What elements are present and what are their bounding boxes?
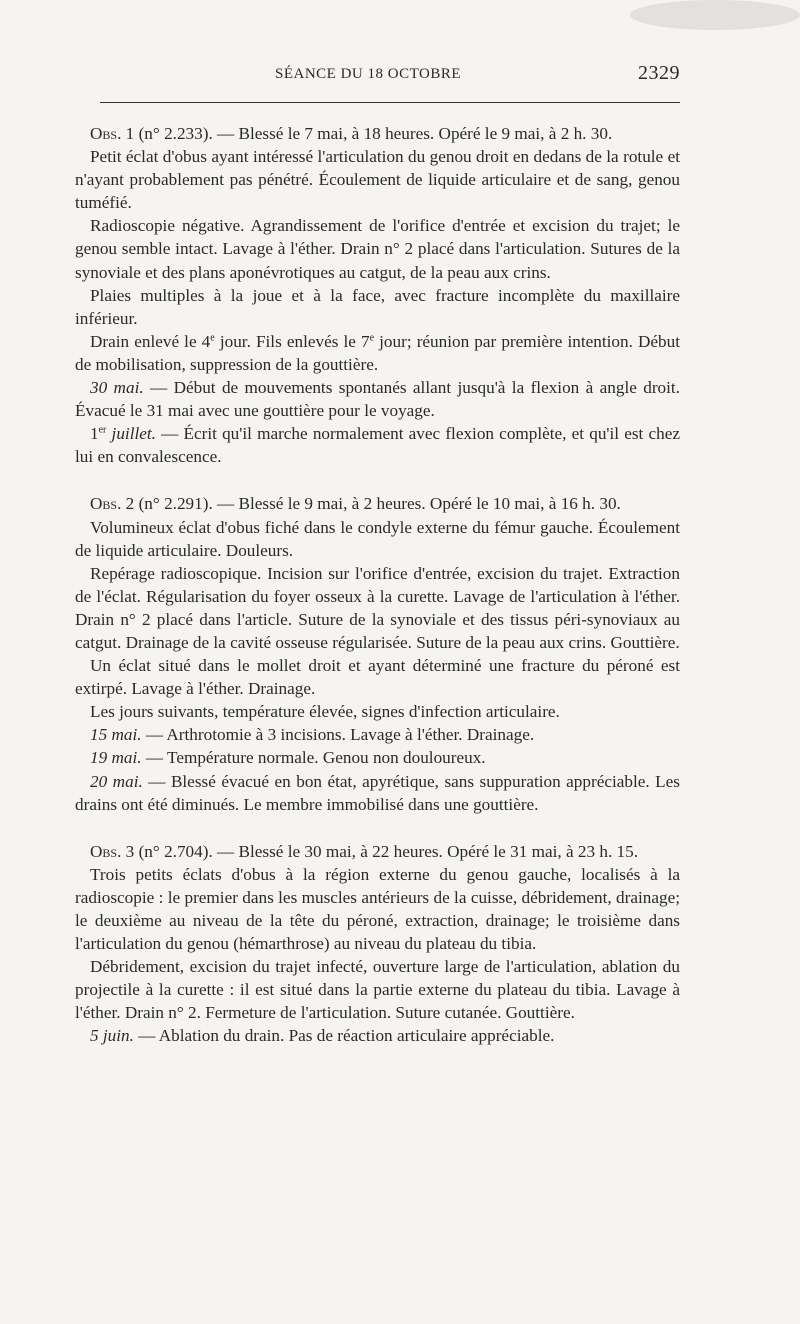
paragraph: Les jours suivants, température élevée, signes d'infection articulaire. xyxy=(90,702,560,722)
paragraph xyxy=(75,723,680,746)
paragraph xyxy=(75,330,680,376)
text-run: jour; réunion par première intention. Début de mobilisation, suppression de la gouttière. xyxy=(75,331,681,374)
paragraph: Trois petits éclats d'obus à la région externe du genou gauche, localisés à la radioscopie : le premier dans les muscles antérieurs de la cuisse, débridement, drainage; le deuxième au niveau de la tête du péroné, extraction, drainage; le troisième dans l'articulation du genou (hémarthrose) au niveau du plateau du tibia. xyxy=(75,864,680,954)
text-run: — Température normale. Genou non douloureux. xyxy=(141,748,486,768)
paragraph: Repérage radioscopique. Incision sur l'orifice d'entrée, excision du trajet. Extraction de l'éclat. Régularisation du foyer osseux à la curette. Lavage de l'articulation à l'éther. Drain n° 2 placé dans l'article. Suture de la synoviale et des tissus péri-synoviaux au catgut. Drainage de la cavité osseuse régularisée. Suture de la peau aux crins. Gouttière. xyxy=(75,563,680,652)
header-rule xyxy=(100,102,680,103)
paper-stain xyxy=(630,0,800,30)
superscript: e xyxy=(369,332,375,344)
text-run: — Début de mouvements spontanés allant jusqu'à la flexion à angle droit. Évacué le 31 mai avec une gouttière pour le voyage. xyxy=(75,378,681,421)
paragraph xyxy=(75,770,680,816)
observation-heading xyxy=(75,840,680,863)
date-label: 30 mai. xyxy=(90,378,144,398)
text-run: — Blessé évacué en bon état, apyrétique, sans suppuration appréciable. Les drains ont été diminués. Le membre immobilisé dans une gouttière. xyxy=(75,771,680,814)
page-header xyxy=(75,62,680,96)
paragraph xyxy=(75,422,680,468)
date-label: 5 juin. xyxy=(90,1026,134,1046)
paragraph xyxy=(75,746,680,769)
text-run: — Arthrotomie à 3 incisions. Lavage à l'éther. Drainage. xyxy=(141,725,535,745)
observation-label: Obs. 2 xyxy=(90,494,135,514)
paragraph: Petit éclat d'obus ayant intéressé l'articulation du genou droit en dedans de la rotule et n'ayant probablement pas pénétré. Écoulement de liquide articulaire et de sang, genou tuméfié. xyxy=(75,147,680,213)
superscript: e xyxy=(210,332,215,344)
observation-heading-text: (n° 2.704). — Blessé le 30 mai, à 22 heures. Opéré le 31 mai, à 23 h. 15. xyxy=(134,841,639,861)
paragraph xyxy=(75,376,680,422)
observation-heading xyxy=(75,122,680,145)
paragraph: Radioscopie négative. Agrandissement de l'orifice d'entrée et excision du trajet; le genou semble intact. Lavage à l'éther. Drain n° 2 placé dans l'articulation. Sutures de la synoviale et des plans aponévrotiques au catgut, de la peau aux crins. xyxy=(75,216,680,282)
text-run: Drain enlevé le 4 xyxy=(90,331,211,351)
page-body xyxy=(75,122,680,1048)
page xyxy=(75,62,681,1046)
paragraph: Un éclat situé dans le mollet droit et ayant déterminé une fracture du péroné est extirpé. Lavage à l'éther. Drainage. xyxy=(75,656,680,699)
observation-heading-text: (n° 2.291). — Blessé le 9 mai, à 2 heures. Opéré le 10 mai, à 16 h. 30. xyxy=(134,494,621,514)
text-run: — Écrit qu'il marche normalement avec flexion complète, et qu'il est chez lui en convalescence. xyxy=(75,424,680,467)
observation-label: Obs. 1 xyxy=(90,124,135,143)
date-label: 15 mai. xyxy=(90,725,142,745)
text-run: 1 xyxy=(90,424,99,444)
text-run: jour. Fils enlevés le 7 xyxy=(214,331,370,351)
paragraph: Débridement, excision du trajet infecté, ouverture large de l'articulation, ablation du projectile à la curette : il est situé dans la partie externe du plateau du tibia. Lavage à l'éther. Drain n° 2. Fermeture de l'articulation. Suture cutanée. Gouttière. xyxy=(75,957,680,1023)
date-label: 19 mai. xyxy=(90,748,142,768)
superscript: er xyxy=(98,424,107,436)
page-number: 2329 xyxy=(638,62,680,84)
paragraph: Volumineux éclat d'obus fiché dans le condyle externe du fémur gauche. Écoulement de liquide articulaire. Douleurs. xyxy=(75,517,680,560)
running-title: SÉANCE DU 18 OCTOBRE xyxy=(275,66,461,82)
observation-2 xyxy=(75,492,680,815)
text-run: — Ablation du drain. Pas de réaction articulaire appréciable. xyxy=(133,1026,555,1046)
observation-1 xyxy=(75,122,680,468)
paragraph xyxy=(75,1024,680,1047)
observation-heading-text: (n° 2.233). — Blessé le 7 mai, à 18 heures. Opéré le 9 mai, à 2 h. 30. xyxy=(134,124,613,143)
observation-heading xyxy=(75,492,680,515)
date-label: 20 mai. xyxy=(90,771,143,791)
observation-3 xyxy=(75,840,680,1048)
observation-label: Obs. 3 xyxy=(90,841,135,861)
paragraph: Plaies multiples à la joue et à la face, avec fracture incomplète du maxillaire inférieur. xyxy=(75,285,680,328)
date-label: juillet. xyxy=(106,424,156,444)
